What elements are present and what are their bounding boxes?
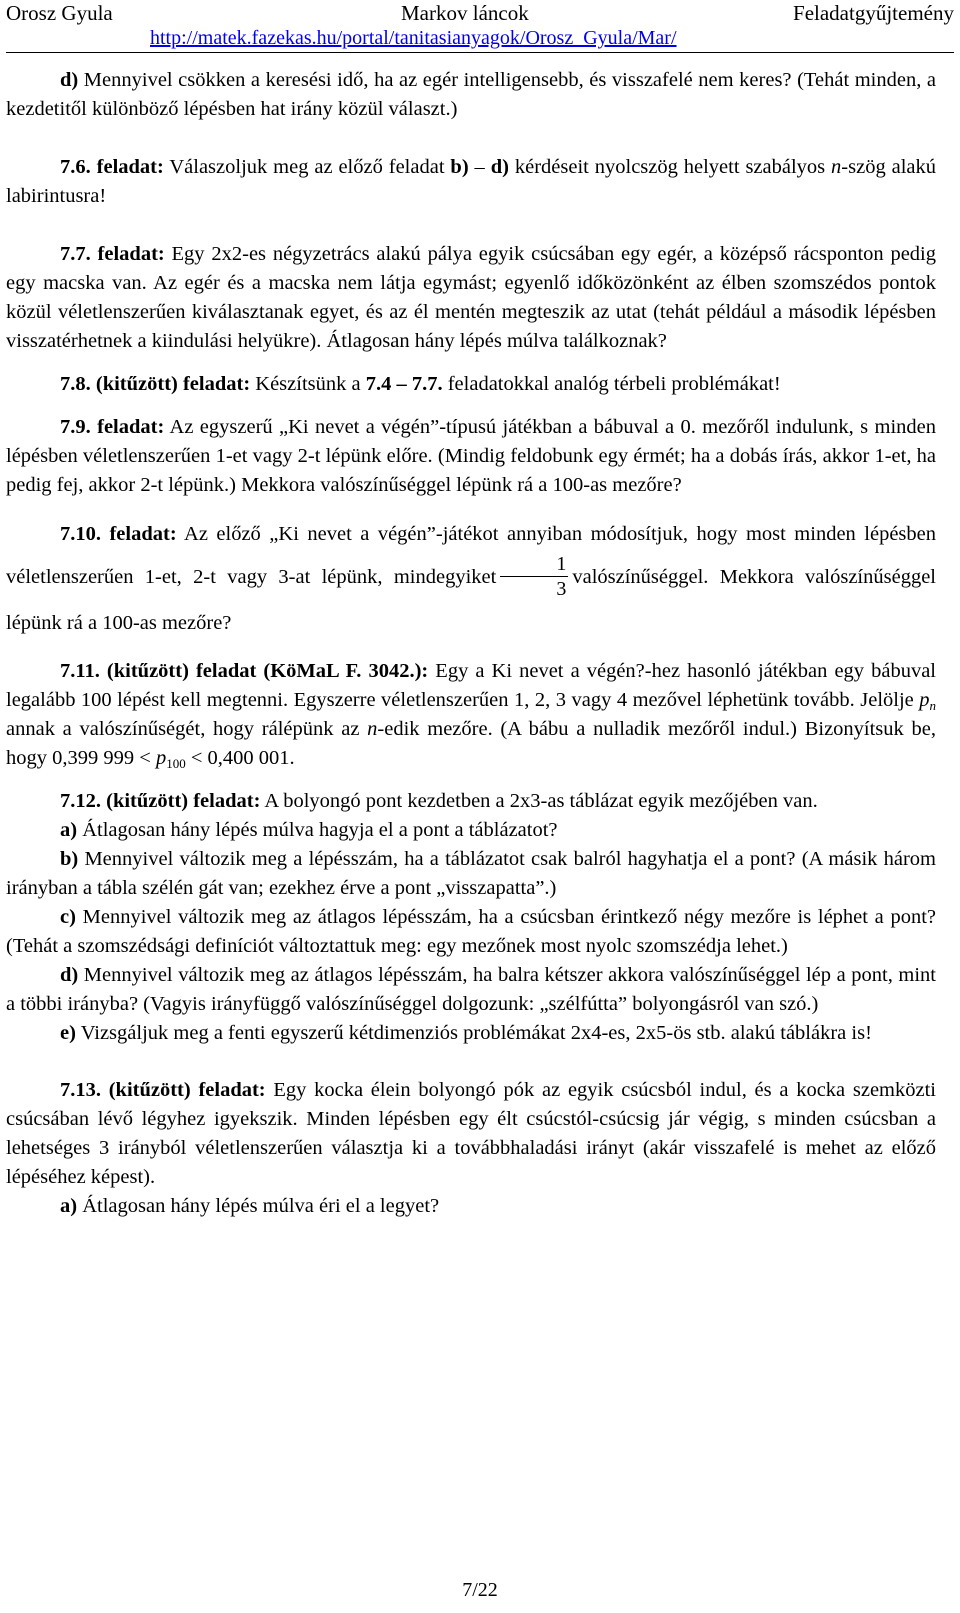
problem-7-11: 7.11. (kitűzött) feladat (KöMaL F. 3042.): Egy a Ki nevet a végén?-hez hasonló játékban egy bábuval legalább 100 lépést kell megtenni. Egyszerre véletlenszerűen 1, 2, 3 vagy 4 mezővel léphetünk tovább. Jelölje $p_n$ annak a valószínűségét, hogy rálépünk az n-edik mezőre. (A bábu a nulladik mezőről indul.) Bizonyítsuk be, hogy 0,399 $999 < p_{100} < 0,400$ 001. (6, 660, 937, 771)
problem-7-12-e: e) Vizsgáljuk meg a fenti egyszerű kétdimenziós problémákat 2x4-es, 2x5-ös stb. alakú táblákra is! (60, 1022, 872, 1044)
header-title: Markov láncok (401, 1, 529, 25)
header-author: Orosz Gyula (6, 1, 113, 25)
header-url-link[interactable]: http://matek.fazekas.hu/portal/tanitasianyagok/Orosz_Gyula/Mar/ (150, 27, 677, 49)
problem-7-12-c: c) Mennyivel változik meg az átlagos lépésszám, ha a csúcsban érintkező négy mezőre is léphet a pont? (Tehát a szomszédsági definíciót változtattuk meg: egy mezőnek most nyolc szomszédja lehet.) (6, 906, 936, 957)
problem-7-7: 7.7. feladat: Egy 2x2-es négyzetrács alakú pálya egyik csúcsában egy egér, a középső rácsponton pedig egy macska van. Az egér és a macska nem látja egymást; egyenlő időközönként az élben szomszédos pontok közül véletlenszerűen kiválasztanak egyet, és az él mentén megteszik az utat (tehát például a második lépésben visszatérhetnek a kiindulási helyükre). Átlagosan hány lépés múlva találkoznak? (6, 243, 936, 352)
problem-7-5-part-d: d) Mennyivel csökken a keresési idő, ha az egér intelligensebb, és visszafelé nem keres? (Tehát minden, a kezdetitől különböző lépésben hat irány közül választ.) (6, 69, 936, 120)
problem-7-12-b: b) Mennyivel változik meg a lépésszám, ha a táblázatot csak balról hagyhatja el a pont? (A másik három irányban a tábla szélén gát van; ezekhez érve a pont „visszapatta”.) (6, 848, 936, 899)
problem-7-8: 7.8. (kitűzött) feladat: Készítsünk a 7.4 – 7.7. feladatokkal analóg térbeli problémákat! (60, 373, 781, 395)
page-header (6, 0, 954, 53)
problem-7-10: 7.10. feladat: Az előző „Ki nevet a végén”-játékot annyiban módosítjuk, hogy most minden lépésben véletlenszerűen 1-et, 2-t vagy 3-at lépünk, mindegyiket $\frac{1}{3}$ valószínűséggel. Mekkora valószínűséggel lépünk rá a 100-as mezőre? (6, 523, 936, 634)
problem-7-12-a: a) Átlagosan hány lépés múlva hagyja el a pont a táblázatot? (60, 819, 558, 841)
problem-7-13: 7.13. (kitűzött) feladat: Egy kocka élein bolyongó pók az egyik csúcsból indul, és a kocka szemközti csúcsában lévő légyhez igyekszik. Minden lépésben egy élt csúcstól-csúcsig jár végig, s minden csúcsban a lehetséges 3 irányból véletlenszerűen választja ki a továbbhaladási irányt (akár visszafelé is mehet az előző lépéséhez képest). (6, 1079, 936, 1188)
problem-7-9: 7.9. feladat: Az egyszerű „Ki nevet a végén”-típusú játékban a bábuval a 0. mezőről indulunk, s minden lépésben véletlenszerűen 1-et vagy 2-t lépünk előre. (Mindig feldobunk egy érmét; ha a dobás írás, akkor 1-et, ha pedig fej, akkor 2-t lépünk.) Mekkora valószínűséggel lépünk rá a 100-as mezőre? (6, 416, 936, 496)
document-body (6, 66, 936, 1221)
page-number: 7/22 (462, 1579, 498, 1601)
header-collection: Feladatgyűjtemény (793, 1, 954, 25)
problem-7-6: 7.6. feladat: Válaszoljuk meg az előző feladat b) – d) kérdéseit nyolcszög helyett szabályos n-szög alakú labirintusra! (6, 156, 936, 207)
problem-7-12-d: d) Mennyivel változik meg az átlagos lépésszám, ha balra kétszer akkora valószínűséggel lép a pont, mint a többi irányba? (Vagyis irányfüggő valószínűséggel dolgozunk: „szélfútta” bolyongásról van szó.) (6, 964, 936, 1015)
problem-7-13-a: a) Átlagosan hány lépés múlva éri el a legyet? (60, 1195, 440, 1217)
problem-7-12: 7.12. (kitűzött) feladat: A bolyongó pont kezdetben a 2x3-as táblázat egyik mezőjében van. (60, 790, 818, 812)
fraction-one-third: $\frac{1}{3}$ (500, 552, 568, 601)
